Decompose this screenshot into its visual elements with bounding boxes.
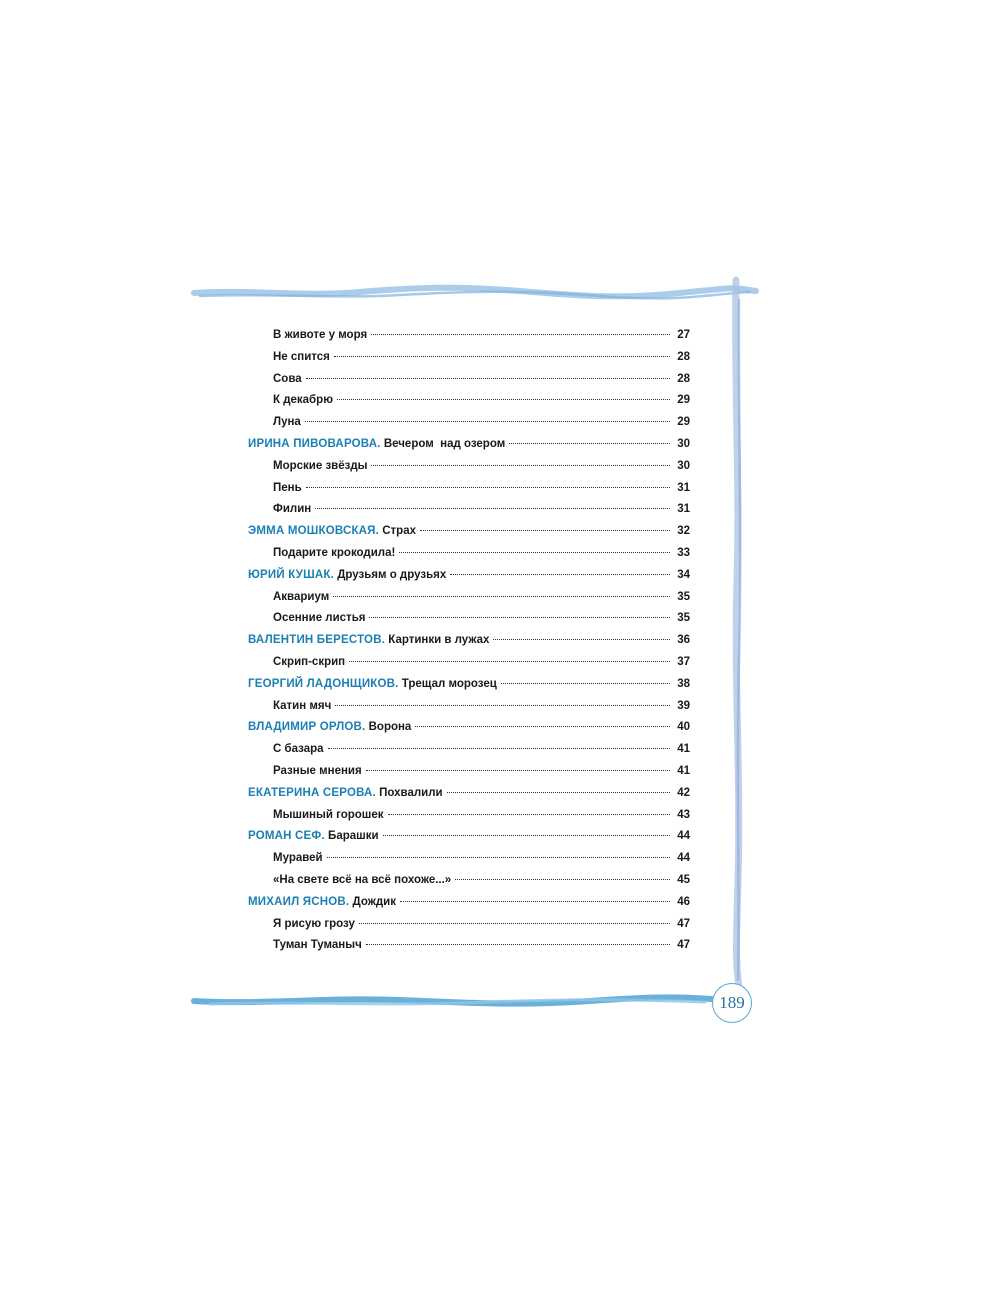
- toc-title: Барашки: [328, 830, 379, 843]
- toc-entry: [248, 521, 690, 543]
- toc-page: 46: [677, 895, 690, 908]
- toc-author: ЮРИЙ КУШАК.: [248, 568, 334, 581]
- toc-page: 31: [677, 481, 690, 494]
- toc-title: Мышиный горошек: [273, 808, 384, 821]
- dot-leader: [335, 705, 670, 706]
- toc-entry: [248, 478, 690, 500]
- toc-entry: [248, 761, 690, 783]
- toc-page: 30: [677, 459, 690, 472]
- dot-leader: [328, 748, 670, 749]
- toc-title: Луна: [273, 416, 301, 429]
- dot-leader: [306, 487, 670, 488]
- toc-title: Вечером над озером: [383, 437, 506, 450]
- toc-page: 32: [677, 525, 690, 538]
- dot-leader: [493, 639, 670, 640]
- toc-page: 41: [677, 764, 690, 777]
- toc-title: Муравей: [273, 852, 323, 865]
- dot-leader: [366, 770, 670, 771]
- toc-page: 47: [677, 939, 690, 952]
- toc-author: МИХАИЛ ЯСНОВ.: [248, 895, 350, 908]
- toc-author: ГЕОРГИЙ ЛАДОНЩИКОВ.: [248, 677, 399, 690]
- toc-title: Пень: [273, 481, 302, 494]
- dot-leader: [305, 421, 670, 422]
- toc-entry: [248, 369, 690, 391]
- toc-entry: [248, 456, 690, 478]
- toc-page: 29: [677, 394, 690, 407]
- dot-leader: [420, 530, 670, 531]
- right-brush-stroke: [736, 280, 739, 990]
- dot-leader: [455, 879, 670, 880]
- toc-title: Катин мяч: [273, 699, 332, 712]
- toc-title: Страх: [382, 525, 417, 538]
- toc-page: 30: [677, 437, 690, 450]
- toc-page: 29: [677, 416, 690, 429]
- dot-leader: [383, 835, 670, 836]
- page-number: 189: [712, 983, 752, 1023]
- toc-entry: [248, 325, 690, 347]
- toc-entry: [248, 848, 690, 870]
- toc-author: ИРИНА ПИВОВАРОВА.: [248, 437, 381, 450]
- dot-leader: [509, 443, 670, 444]
- dot-leader: [371, 334, 670, 335]
- toc-author: РОМАН СЕФ.: [248, 830, 325, 843]
- toc-title: Сова: [273, 372, 302, 385]
- dot-leader: [369, 617, 670, 618]
- toc-entry: [248, 674, 690, 696]
- toc-page: 27: [677, 329, 690, 341]
- toc-title: Ворона: [368, 721, 412, 734]
- toc-title: Картинки в лужах: [388, 634, 490, 647]
- toc-entry: [248, 412, 690, 434]
- toc-entry: [248, 652, 690, 674]
- toc-title: «На свете всё на всё похоже...»: [273, 873, 452, 886]
- toc-title: Филин: [273, 503, 312, 516]
- toc-entry: [248, 390, 690, 412]
- toc-entry: [248, 739, 690, 761]
- toc-page: 28: [677, 372, 690, 385]
- toc-author: ЕКАТЕРИНА СЕРОВА.: [248, 786, 376, 799]
- dot-leader: [333, 596, 670, 597]
- top-brush-stroke: [194, 288, 756, 297]
- dot-leader: [501, 683, 670, 684]
- toc-entry: [248, 630, 690, 652]
- toc-entry: [248, 914, 690, 936]
- toc-title: В животе у моря: [273, 329, 368, 341]
- toc-title: Туман Туманыч: [273, 939, 362, 952]
- toc-title: Разные мнения: [273, 764, 362, 777]
- toc-entry: [248, 826, 690, 848]
- dot-leader: [337, 399, 670, 400]
- toc-page: 34: [677, 568, 690, 581]
- toc-entry: [248, 805, 690, 827]
- table-of-contents: [248, 325, 690, 957]
- toc-title: Аквариум: [273, 590, 330, 603]
- dot-leader: [450, 574, 670, 575]
- toc-page: 44: [677, 852, 690, 865]
- toc-title: Трещал морозец: [401, 677, 497, 690]
- dot-leader: [415, 726, 670, 727]
- dot-leader: [327, 857, 670, 858]
- toc-page: 28: [677, 350, 690, 363]
- toc-page: 35: [677, 612, 690, 625]
- toc-entry: [248, 870, 690, 892]
- toc-entry: [248, 696, 690, 718]
- toc-entry: [248, 347, 690, 369]
- toc-title: Не спится: [273, 350, 330, 363]
- toc-title: Похвалили: [379, 786, 443, 799]
- toc-entry: [248, 892, 690, 914]
- toc-author: ВЛАДИМИР ОРЛОВ.: [248, 721, 366, 734]
- dot-leader: [306, 378, 670, 379]
- bottom-brush-stroke: [194, 997, 712, 1003]
- toc-title: С базара: [273, 743, 324, 756]
- toc-page: 33: [677, 546, 690, 559]
- toc-title: Я рисую грозу: [273, 917, 355, 930]
- toc-title: Дождик: [352, 895, 396, 908]
- toc-title: К декабрю: [273, 394, 334, 407]
- dot-leader: [315, 508, 670, 509]
- toc-page: 45: [677, 873, 690, 886]
- toc-page: 38: [677, 677, 690, 690]
- dot-leader: [349, 661, 670, 662]
- toc-page: 40: [677, 721, 690, 734]
- toc-author: ВАЛЕНТИН БЕРЕСТОВ.: [248, 634, 386, 647]
- toc-entry: [248, 434, 690, 456]
- dot-leader: [371, 465, 670, 466]
- toc-entry: [248, 783, 690, 805]
- toc-entry: [248, 565, 690, 587]
- toc-title: Друзьям о друзьях: [337, 568, 447, 581]
- dot-leader: [388, 814, 670, 815]
- dot-leader: [334, 356, 670, 357]
- toc-page: 37: [677, 655, 690, 668]
- toc-page: 39: [677, 699, 690, 712]
- toc-title: Осенние листья: [273, 612, 366, 625]
- toc-page: 36: [677, 634, 690, 647]
- toc-page: 41: [677, 743, 690, 756]
- dot-leader: [366, 944, 670, 945]
- toc-entry: [248, 935, 690, 957]
- toc-page: 35: [677, 590, 690, 603]
- toc-title: Скрип-скрип: [273, 655, 346, 668]
- dot-leader: [399, 552, 670, 553]
- toc-page: 44: [677, 830, 690, 843]
- toc-page: 42: [677, 786, 690, 799]
- toc-title: Подарите крокодила!: [273, 546, 396, 559]
- dot-leader: [359, 923, 670, 924]
- toc-entry: [248, 717, 690, 739]
- toc-author: ЭММА МОШКОВСКАЯ.: [248, 525, 380, 538]
- toc-title: Морские звёзды: [273, 459, 368, 472]
- toc-entry: [248, 543, 690, 565]
- toc-entry: [248, 608, 690, 630]
- toc-page: 43: [677, 808, 690, 821]
- dot-leader: [447, 792, 670, 793]
- toc-page: 47: [677, 917, 690, 930]
- toc-page: 31: [677, 503, 690, 516]
- dot-leader: [400, 901, 670, 902]
- toc-entry: [248, 587, 690, 609]
- toc-entry: [248, 499, 690, 521]
